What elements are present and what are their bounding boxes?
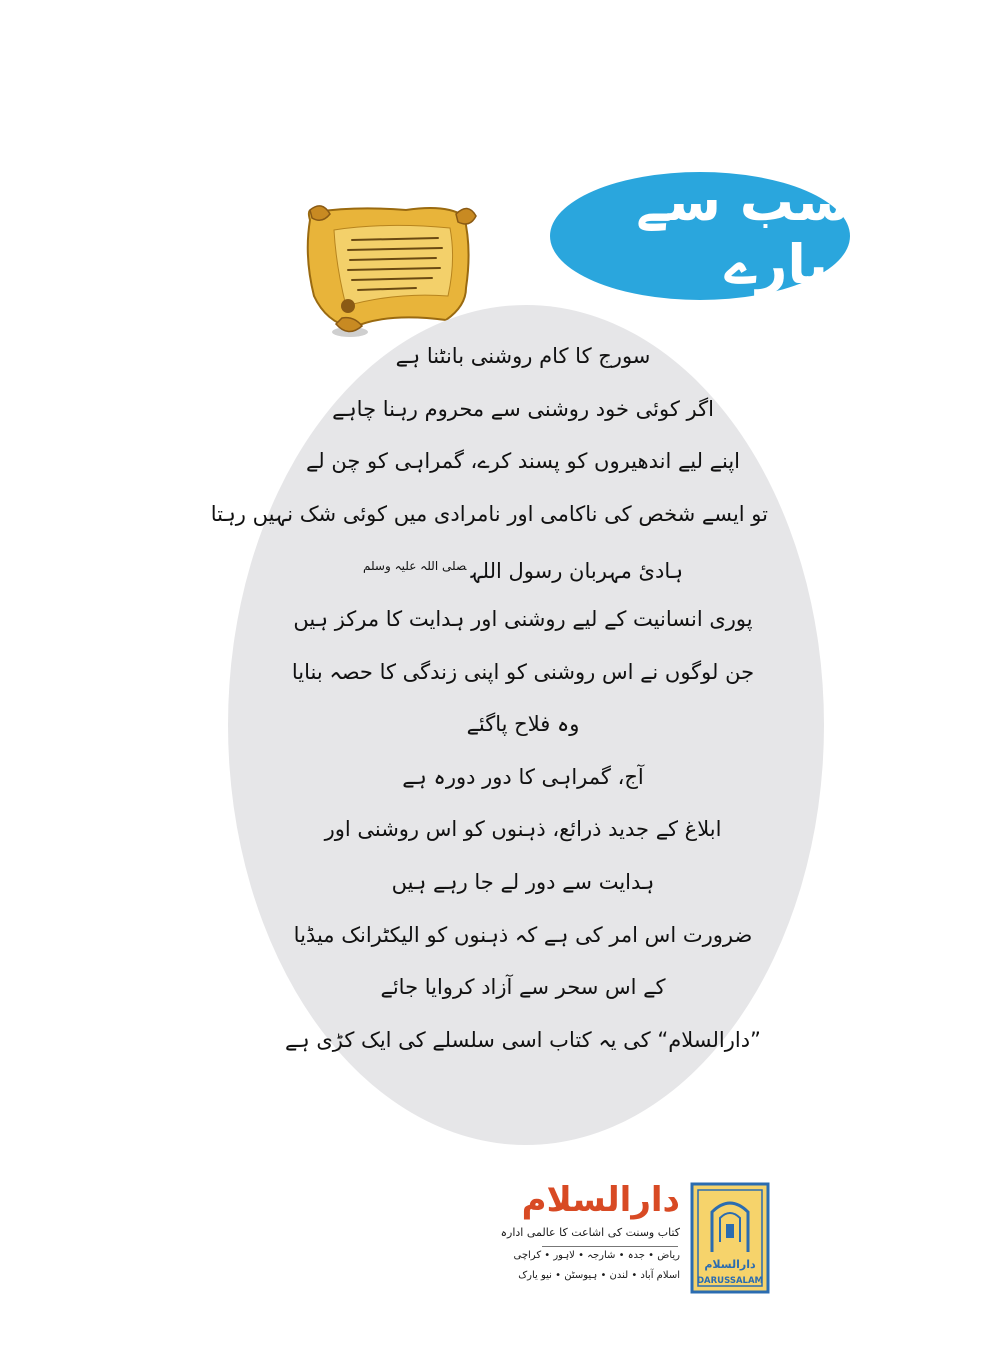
poem-line: سورج کا کام روشنی بانٹنا ہے <box>395 344 651 368</box>
poem-line: کے اس سحر سے آزاد کروایا جائے <box>380 975 666 1000</box>
darussalam-logo-icon <box>690 1182 770 1294</box>
poem-line-text: ہادئ مہربان رسول اللہ <box>470 559 684 584</box>
publisher-cities: اسلام آباد • لندن • ہیوسٹن • نیو یارک <box>518 1270 680 1281</box>
publisher-block <box>500 1180 780 1320</box>
publisher-name: دارالسلام <box>521 1180 680 1220</box>
poem-line: جن لوگوں نے اس روشنی کو اپنی زندگی کا حصہ بنایا <box>291 659 755 684</box>
poem-line: تو ایسے شخص کی ناکامی اور نامرادی میں کوئی شک نہیں رہتا <box>210 501 768 526</box>
poem-line: وہ فلاح پاگئے <box>466 712 580 737</box>
publisher-tagline: کتاب وسنت کی اشاعت کا عالمی ادارہ <box>500 1226 680 1239</box>
poem-line: ”دارالسلام“ کی یہ کتاب اسی سلسلے کی ایک کڑی ہے <box>285 1027 761 1052</box>
poem-line: اگر کوئی خود روشنی سے محروم رہنا چاہے <box>332 396 714 421</box>
poem-line: آج، گمراہی کا دور دورہ ہے <box>402 764 644 789</box>
poem-line: پوری انسانیت کے لیے روشنی اور ہدایت کا مرکز ہیں <box>293 606 753 631</box>
publisher-divider <box>542 1246 678 1247</box>
poem-line: اپنے لیے اندھیروں کو پسند کرے، گمراہی کو چن لے <box>305 449 741 474</box>
logo-arabic-text: دارالسلام <box>704 1258 756 1271</box>
page-title: سب سے پیارے <box>636 170 850 296</box>
poem-line: ہدایت سے دور لے جا رہے ہیں <box>391 869 655 894</box>
salutation-mark: صلی اللہ علیہ وسلم <box>362 559 467 574</box>
poem-line: ابلاغ کے جدید ذرائع، ذہنوں کو اس روشنی اور <box>324 817 722 842</box>
poem-line: ضرورت اس امر کی ہے کہ ذہنوں کو الیکٹرانک میڈیا <box>293 922 753 947</box>
logo-english-text: DARUSSALAM <box>697 1276 763 1286</box>
title-badge <box>550 172 850 300</box>
publisher-cities: ریاض • جدہ • شارجہ • لاہور • کراچی <box>513 1250 680 1261</box>
poem-line-prophet <box>278 540 768 593</box>
poem <box>210 330 768 1066</box>
